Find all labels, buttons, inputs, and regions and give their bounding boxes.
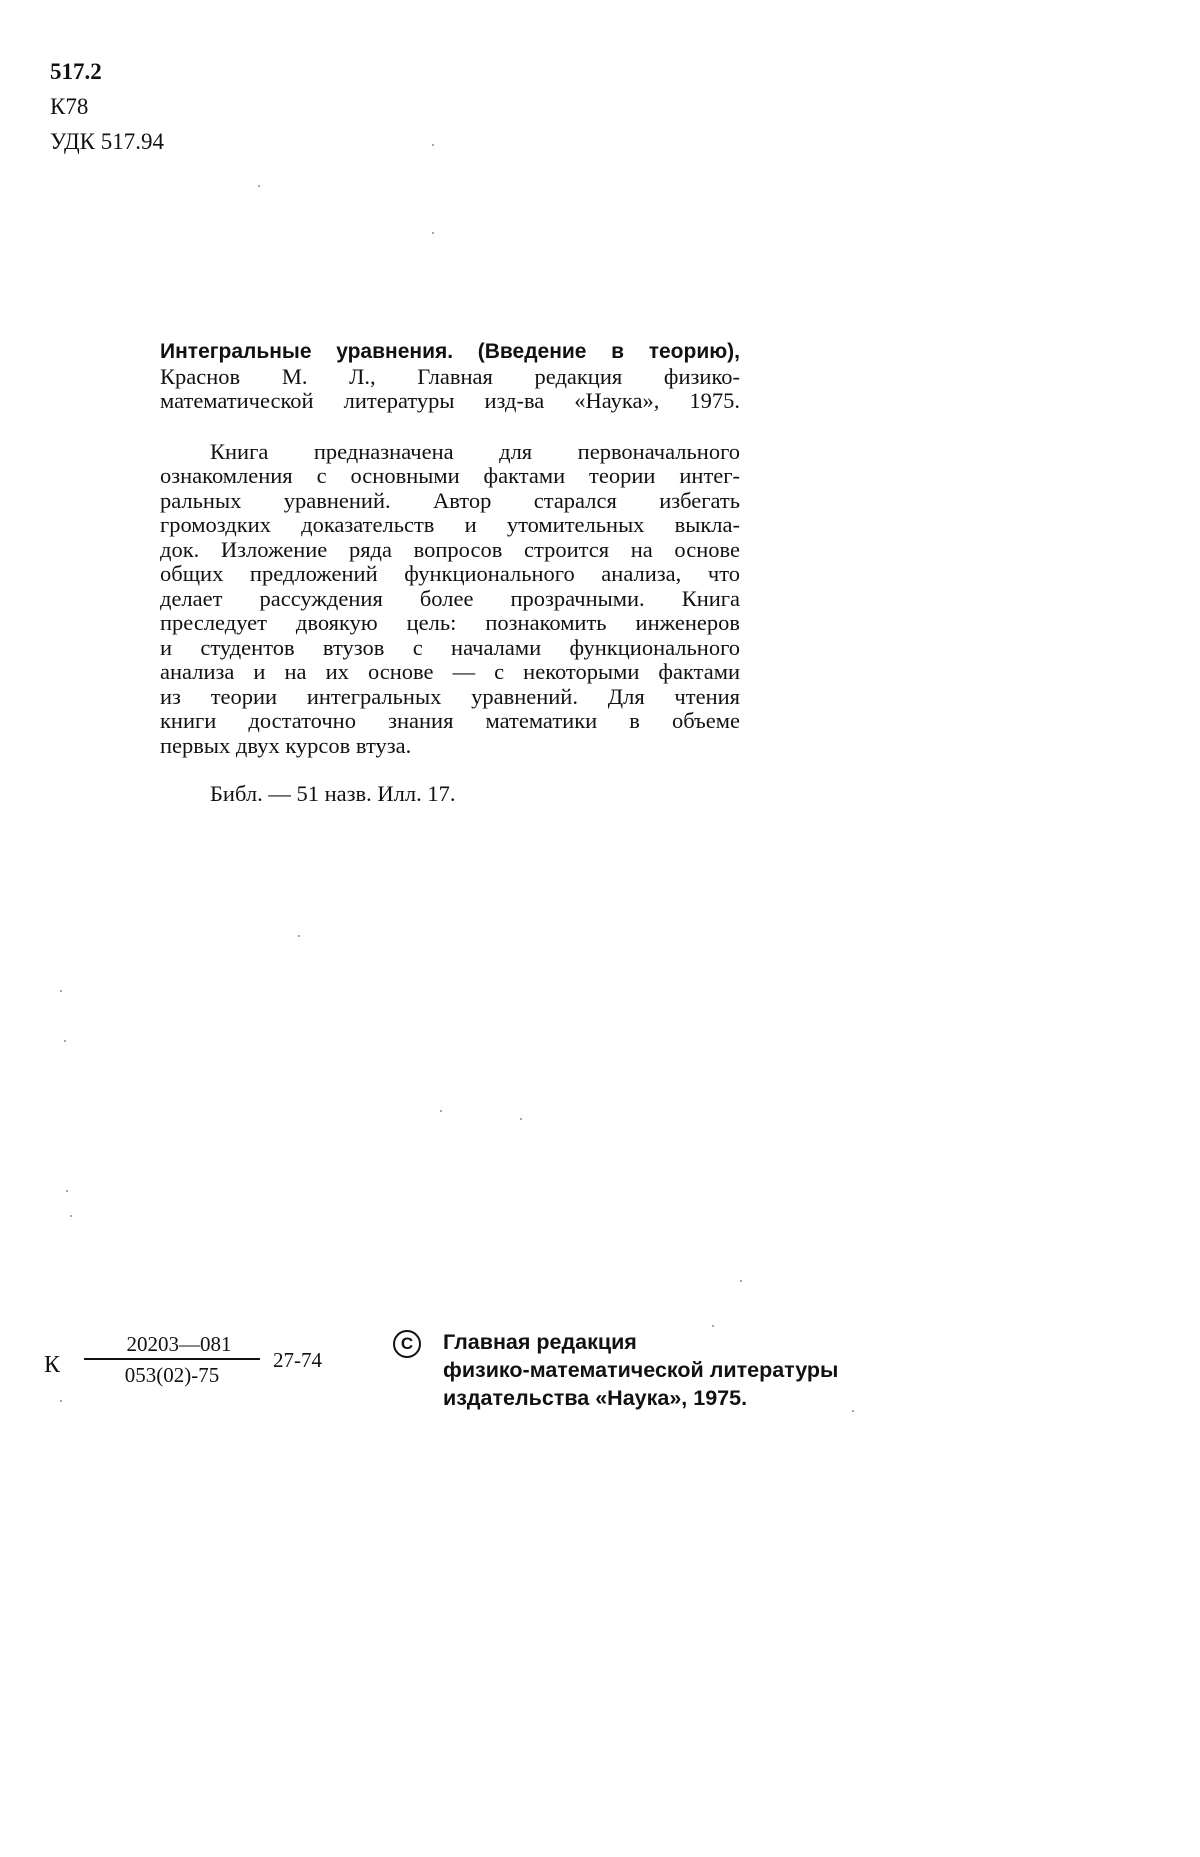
description-line: анализа и на их основе — с некоторыми фактами	[160, 659, 740, 684]
description-line: преследует двоякую цель: познакомить инженеров	[160, 610, 740, 635]
formula-fraction	[84, 1330, 260, 1390]
classification-block	[50, 54, 164, 159]
scan-speck	[440, 1110, 442, 1112]
scan-speck	[712, 1325, 714, 1327]
scan-speck	[60, 1400, 62, 1402]
scan-speck	[66, 1190, 68, 1192]
scan-speck	[740, 1280, 742, 1282]
description-line: общих предложений функционального анализа, что	[160, 561, 740, 586]
description-line: Книга предназначена для первоначального	[210, 438, 740, 464]
description-line: ознакомления с основными фактами теории интег-	[160, 463, 740, 488]
description	[160, 440, 740, 759]
formula-denominator: 053(02)-75	[124, 1363, 220, 1387]
scan-speck	[432, 232, 434, 234]
formula-numerator: 20203—081	[84, 1330, 260, 1360]
catalog-formula	[44, 1330, 324, 1410]
author-text: Краснов М. Л., Главная редакция физико-	[160, 363, 740, 389]
copyright-icon: C	[393, 1330, 421, 1358]
scan-speck	[432, 144, 434, 146]
bibliography-note: Библ. — 51 назв. Илл. 17.	[210, 781, 456, 806]
author-mark: К78	[50, 94, 89, 119]
scan-speck	[852, 1410, 854, 1412]
scan-speck	[60, 990, 62, 992]
description-line: громоздких доказательств и утомительных выкла-	[160, 512, 740, 537]
copyright-line: издательства «Наука», 1975.	[443, 1386, 748, 1410]
formula-letter: К	[44, 1352, 61, 1378]
annotation-block	[160, 340, 740, 807]
copyright-line: Главная редакция	[443, 1330, 637, 1354]
scan-speck	[298, 935, 300, 937]
publisher-line: математической литературы изд-ва «Наука», 1975.	[160, 388, 740, 413]
scan-speck	[520, 1118, 522, 1120]
author-line	[160, 365, 740, 390]
description-line: док. Изложение ряда вопросов строится на основе	[160, 536, 740, 562]
copyright-text	[443, 1328, 863, 1412]
description-line: ральных уравнений. Автор старался избегать	[160, 487, 740, 513]
book-title: Интегральные уравнения. (Введение в теорию),	[160, 340, 740, 363]
description-line: и студентов втузов с началами функционального	[160, 634, 740, 660]
description-line: из теории интегральных уравнений. Для чтения	[160, 683, 740, 709]
classification-code: 517.2	[50, 59, 102, 84]
scan-speck	[70, 1215, 72, 1217]
description-line: книги достаточно знания математики в объеме	[160, 708, 740, 733]
scan-speck	[258, 185, 260, 187]
copyright-line: физико-математической литературы	[443, 1358, 839, 1382]
description-line: делает рассуждения более прозрачными. Книга	[160, 585, 740, 611]
scan-speck	[64, 1040, 66, 1042]
formula-tail: 27-74	[273, 1348, 322, 1372]
udc-code: УДК 517.94	[50, 129, 164, 154]
description-line: первых двух курсов втуза.	[160, 732, 412, 758]
